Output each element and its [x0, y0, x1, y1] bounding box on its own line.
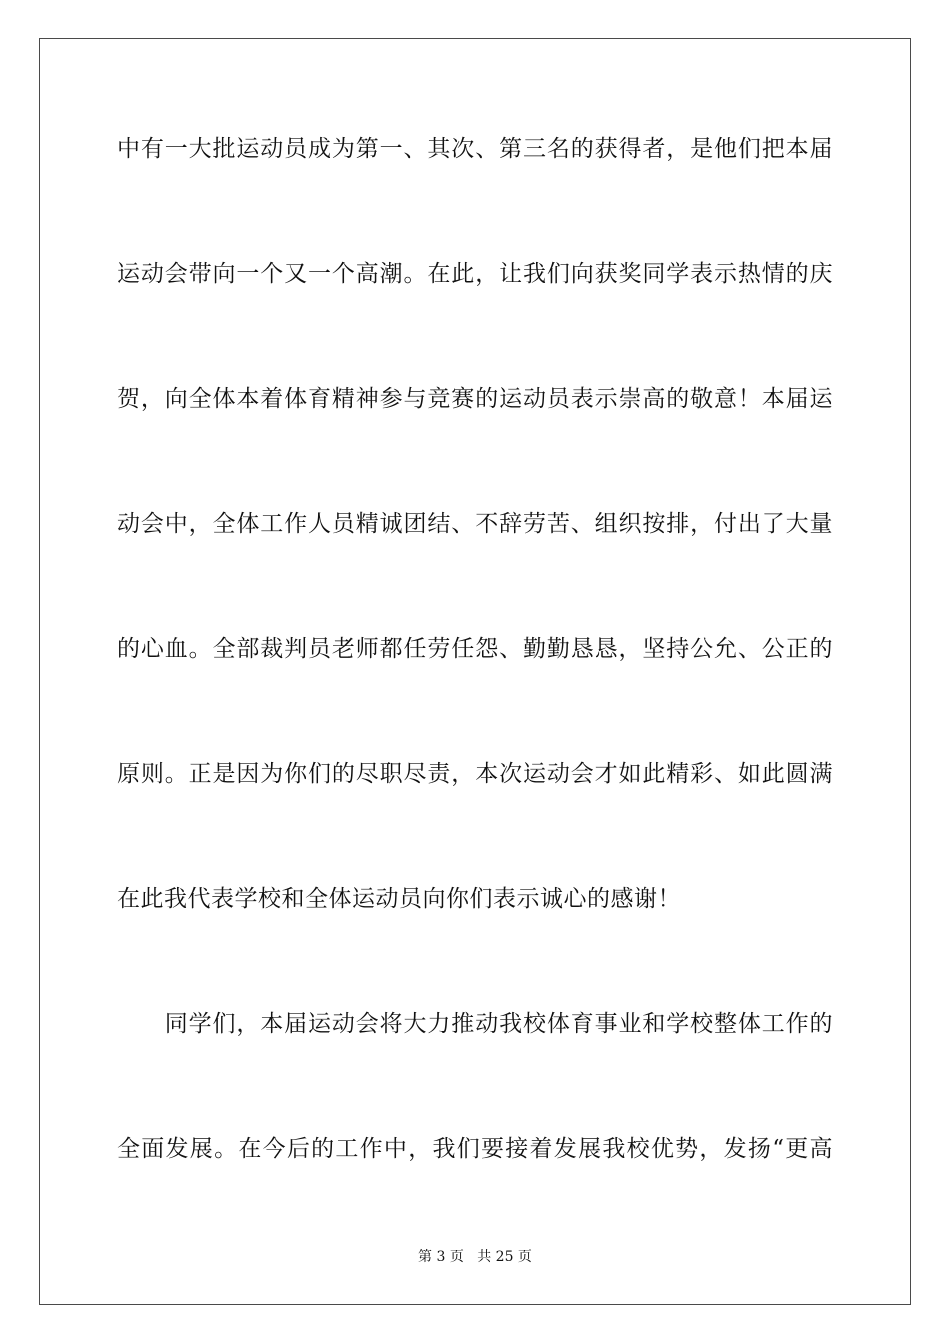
body-text-line: 原则。正是因为你们的尽职尽责，本次运动会才如此精彩、如此圆满 — [117, 761, 833, 787]
body-text-line: 在此我代表学校和全体运动员向你们表示诚心的感谢！ — [117, 886, 681, 912]
body-text-line: 中有一大批运动员成为第一、其次、第三名的获得者，是他们把本届 — [117, 136, 833, 162]
page-number: 第 3 页 — [418, 1249, 464, 1265]
body-text-line: 全面发展。在今后的工作中，我们要接着发展我校优势，发扬“更高 — [117, 1136, 833, 1162]
body-text-line: 动会中，全体工作人员精诚团结、不辞劳苦、组织按排，付出了大量 — [117, 511, 833, 537]
body-text-line: 同学们，本届运动会将大力推动我校体育事业和学校整体工作的 — [117, 1011, 833, 1037]
page-footer — [0, 1247, 950, 1267]
total-pages: 共 25 页 — [477, 1249, 532, 1265]
body-text-line: 运动会带向一个又一个高潮。在此，让我们向获奖同学表示热情的庆 — [117, 261, 833, 287]
page-frame — [39, 38, 911, 1305]
body-text-line: 贺，向全体本着体育精神参与竞赛的运动员表示崇高的敬意！本届运 — [117, 386, 833, 412]
body-text-line: 的心血。全部裁判员老师都任劳任怨、勤勤恳恳，坚持公允、公正的 — [117, 636, 833, 662]
